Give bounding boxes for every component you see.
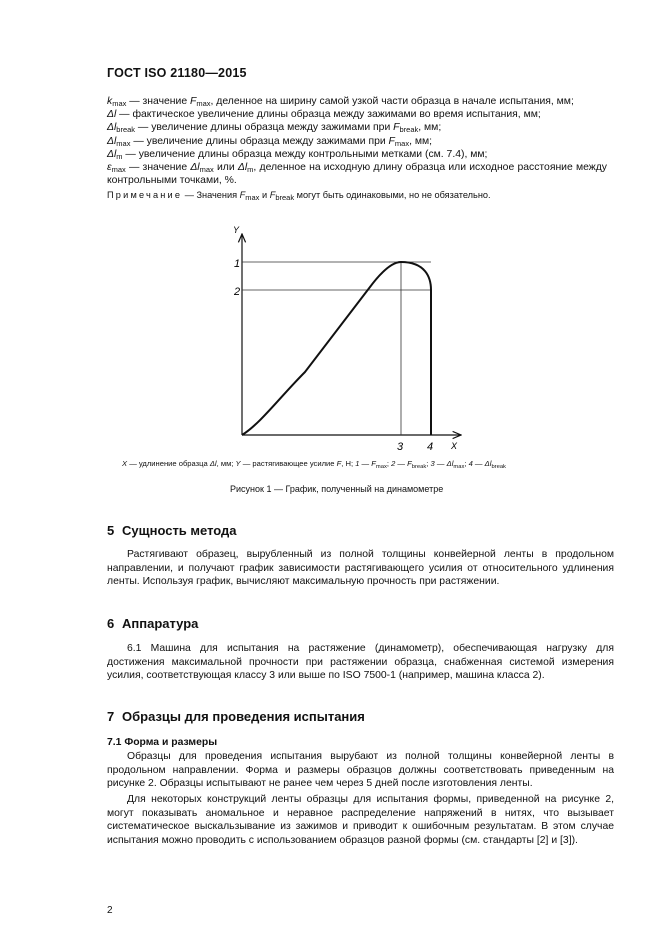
y-mark-1: 1 [234, 258, 241, 270]
section-7-heading: 7 Образцы для проведения испытания [107, 709, 365, 724]
figure-1 [225, 222, 470, 462]
note: Примечание — Значения $F_{max}$ и $F_{break}$ могут быть одинаковыми, но не обязательно. [107, 190, 491, 202]
section-7-paragraph-2: Для некоторых конструкций ленты образцы для испытания формы, приведенной на рисунке 2, могут показывать аномальное и неравное распределение напряжений в нитях, что вызывает систематическое выскальзывание из зажимов и приводит к ошибочным результатам. В этом случае испытания можно проводить с использованием образцов разной формы (см. стандарты [2] и [3]). [107, 794, 614, 846]
x-mark-3: 3 [397, 441, 404, 453]
figure-legend: X — удлинение образца Δl, мм; Y — растягивающее усилие F, Н; 1 — $F_{max}$; 2 — $F_{break}$; 3 — $\Delta l_{max}$; 4 — $\Delta l_{break}$ [122, 459, 506, 470]
y-mark-2: 2 [234, 286, 241, 298]
x-axis-label: X [451, 441, 458, 451]
x-mark-4: 4 [427, 441, 434, 453]
definition-delta-l: Δl — фактическое увеличение длины образца между зажимами во время испытания, мм; [107, 109, 541, 121]
definition-k-max: $k_{max}$ — значение $F_{max}$, деленное на ширину самой узкой части образца в начале испытания, мм; [107, 96, 574, 108]
definitions-list [107, 95, 607, 187]
force-curve [242, 262, 431, 435]
definition-delta-l-max: $\Delta l_{max}$ — увеличение длины образца между зажимами при $F_{max}$, мм; [107, 135, 433, 148]
section-7-paragraph-1: Образцы для проведения испытания вырубают из полной толщины конвейерной ленты в продольном направлении. Форма и размеры образцов должны соответствовать приведенным на рисунке 2. Образцы испытывают не ранее чем через 5 дней после изготовления ленты. [107, 751, 614, 789]
section-6-paragraph: 6.1 Машина для испытания на растяжение (динамометр), обеспечивающая нагрузку для достижения максимальной прочности при растяжении образца, снабженная системой измерения усилия, соответствующая классу 3 или выше по ISO 7500-1 (например, машина класса 2). [107, 643, 614, 681]
page-number: 2 [107, 905, 113, 916]
section-5-heading: 5 Сущность метода [107, 523, 237, 538]
definition-epsilon-max: $\varepsilon_{max}$ — значение $\Delta l_{max}$ или $\Delta l_m$, деленное на исходную длину образца или исходное расстояние между контрольными точками, %. [107, 162, 607, 187]
y-axis-label: Y [233, 225, 240, 235]
section-5-paragraph: Растягивают образец, вырубленный из полной толщины конвейерной ленты в продольном направлении, и получают график зависимости растягивающего усилия от относительного удлинения ленты. Используя график, вычисляют максимальную прочность при растяжении. [107, 549, 614, 587]
document-header: ГОСТ ISO 21180—2015 [107, 66, 247, 80]
figure-caption: Рисунок 1 — График, полученный на динамометре [230, 484, 444, 494]
section-6-heading: 6 Аппаратура [107, 616, 199, 631]
subsection-7-1-heading: 7.1 Форма и размеры [107, 737, 218, 748]
definition-delta-l-m: $\Delta l_m$ — увеличение длины образца между контрольными метками (см. 7.4), мм; [107, 148, 488, 161]
force-elongation-graph [225, 222, 470, 457]
note-label: Примечание [107, 190, 183, 200]
definition-delta-l-break: $\Delta l_{break}$ — увеличение длины образца между зажимами при $F_{break}$, мм; [107, 122, 442, 135]
